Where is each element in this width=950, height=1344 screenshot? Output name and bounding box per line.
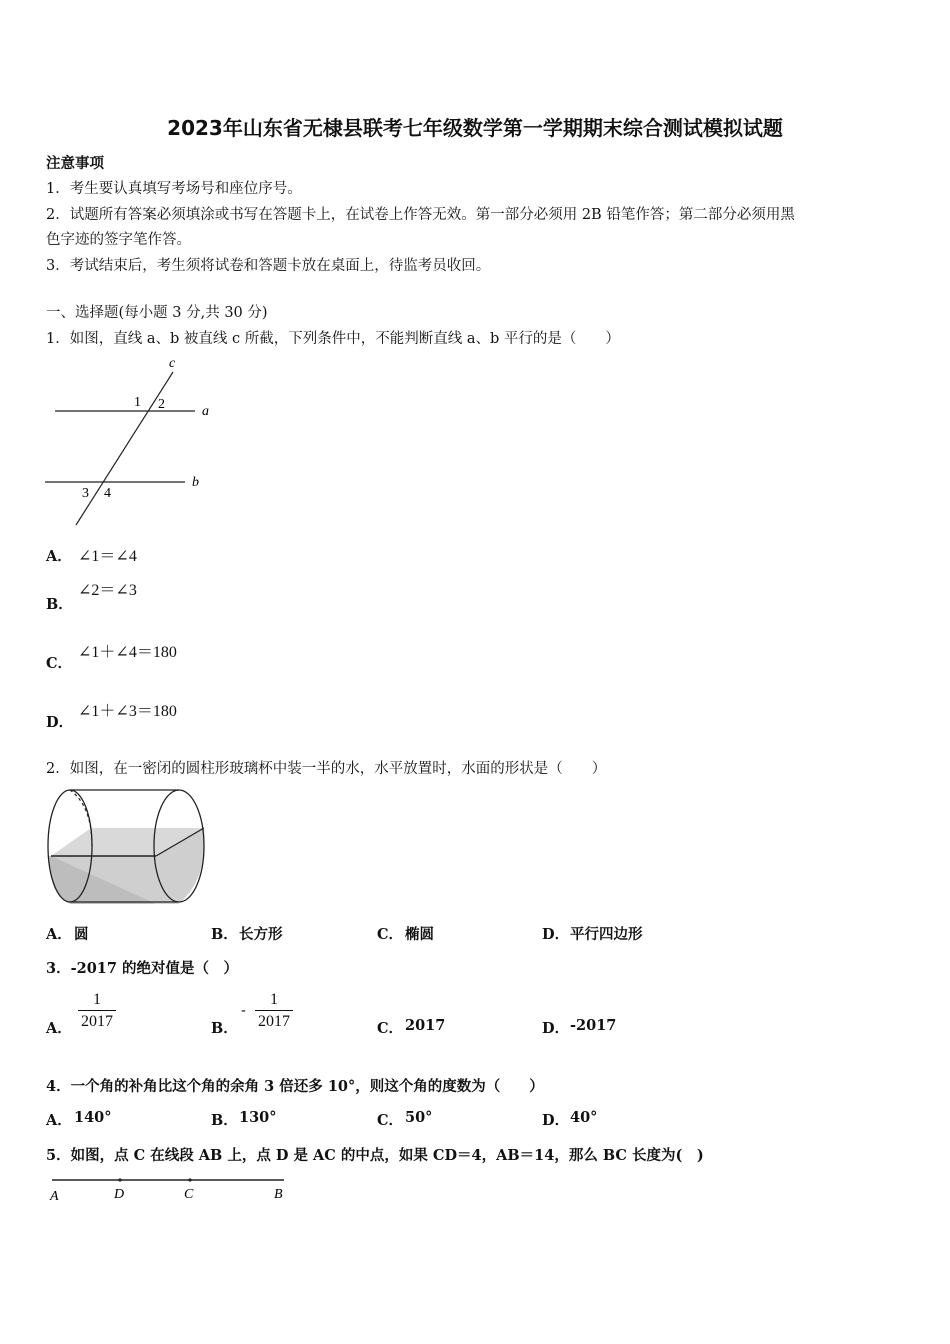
notice-item-2: 2．试题所有答案必须填涂或书写在答题卡上，在试卷上作答无效。第一部分必须用 2B 铅笔作答；第二部分必须用黑 <box>46 207 795 223</box>
q3-option-b-fraction <box>255 991 293 1031</box>
q3-a-denominator: 2017 <box>81 1013 113 1030</box>
q3-option-d-label: D． <box>542 1020 570 1037</box>
q1-option-c-label: C． <box>46 655 73 672</box>
q3-b-denominator: 2017 <box>258 1013 290 1030</box>
q2-option-b-label: B． <box>211 926 238 943</box>
notice-heading: 注意事项 <box>46 155 104 172</box>
q3-option-d: -2017 <box>570 1017 617 1034</box>
q1-option-b: ∠2＝∠3 <box>78 582 137 599</box>
q3-option-a-fraction <box>78 991 116 1031</box>
label-b: b <box>192 475 199 490</box>
label-D: D <box>114 1187 125 1202</box>
q3-option-c: 2017 <box>405 1017 446 1034</box>
notice-item-1: 1．考生要认真填写考场号和座位序号。 <box>46 181 302 197</box>
page-title: 2023年山东省无棣县联考七年级数学第一学期期末综合测试模拟试题 <box>167 116 783 140</box>
question-1-figure <box>40 350 230 528</box>
q4-option-c-label: C． <box>377 1112 404 1129</box>
q3-option-c-label: C． <box>377 1020 404 1037</box>
q4-option-d: 40° <box>570 1109 598 1126</box>
q3-option-b-sign: - <box>241 1003 246 1019</box>
label-a: a <box>202 404 209 419</box>
line-c <box>76 372 173 525</box>
q4-option-c: 50° <box>405 1109 433 1126</box>
notice-item-2-cont: 色字迹的签字笔作答。 <box>46 232 191 248</box>
question-5-figure <box>44 1172 294 1208</box>
q1-option-d-label: D． <box>46 714 74 731</box>
q3-option-a-label: A． <box>46 1020 72 1037</box>
q4-option-b-label: B． <box>211 1112 238 1129</box>
q1-option-d: ∠1＋∠3＝180 <box>78 703 177 720</box>
q4-option-a: 140° <box>74 1109 112 1126</box>
question-2-stem: 2．如图，在一密闭的圆柱形玻璃杯中装一半的水，水平放置时，水面的形状是（ ） <box>46 761 607 777</box>
point-d <box>118 1178 121 1181</box>
q2-option-a-label: A． <box>46 926 72 943</box>
q4-option-b: 130° <box>239 1109 277 1126</box>
question-2-figure <box>46 786 208 908</box>
q2-option-d: 平行四边形 <box>570 926 643 943</box>
q2-option-a: 圆 <box>74 926 89 943</box>
label-C: C <box>184 1187 194 1202</box>
label-angle-4: 4 <box>104 486 111 501</box>
q1-option-a: ∠1＝∠4 <box>78 548 137 565</box>
q1-option-b-label: B． <box>46 596 73 613</box>
notice-item-3: 3．考试结束后，考生须将试卷和答题卡放在桌面上，待监考员收回。 <box>46 258 491 274</box>
q3-b-numerator: 1 <box>255 991 293 1011</box>
q1-option-c: ∠1＋∠4＝180 <box>78 644 177 661</box>
question-5-stem: 5．如图，点 C 在线段 AB 上，点 D 是 AC 的中点，如果 CD＝4，AB＝14，那么 BC 长度为( ) <box>46 1147 704 1164</box>
label-angle-2: 2 <box>158 397 165 412</box>
q2-option-c: 椭圆 <box>405 926 434 943</box>
q3-a-numerator: 1 <box>78 991 116 1011</box>
question-3-stem: 3．-2017 的绝对值是（ ） <box>46 960 239 977</box>
q3-option-b-label: B． <box>211 1020 238 1037</box>
point-c <box>188 1178 191 1181</box>
q2-option-b: 长方形 <box>239 926 283 943</box>
question-1-stem: 1．如图，直线 a、b 被直线 c 所截，下列条件中，不能判断直线 a、b 平行的是（ ） <box>46 331 620 347</box>
q4-option-a-label: A． <box>46 1112 72 1129</box>
q2-option-c-label: C． <box>377 926 404 943</box>
label-c: c <box>169 356 176 371</box>
question-4-stem: 4．一个角的补角比这个角的余角 3 倍还多 10°，则这个角的度数为（ ） <box>46 1078 544 1095</box>
q2-option-d-label: D． <box>542 926 570 943</box>
q1-option-a-label: A． <box>46 548 72 565</box>
q4-option-d-label: D． <box>542 1112 570 1129</box>
section-heading: 一、选择题(每小题 3 分,共 30 分) <box>46 305 268 321</box>
label-B: B <box>274 1187 283 1202</box>
label-angle-1: 1 <box>134 395 141 410</box>
label-angle-3: 3 <box>82 486 89 501</box>
label-A: A <box>50 1189 59 1204</box>
